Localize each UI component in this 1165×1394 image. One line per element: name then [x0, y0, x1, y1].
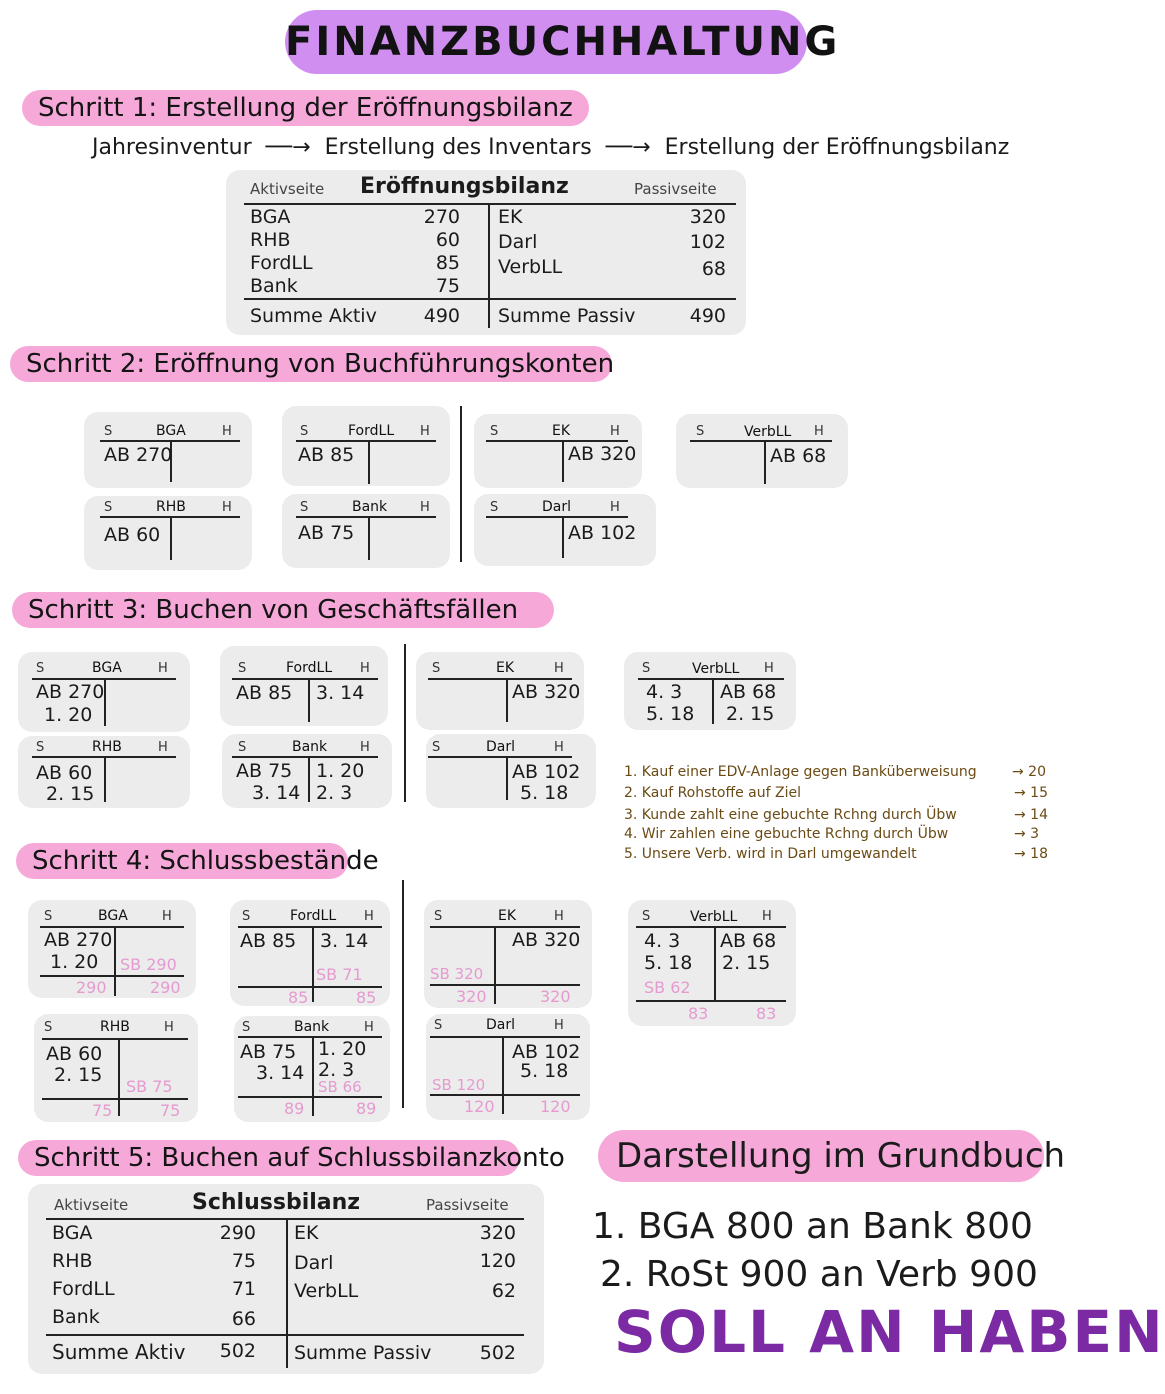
- account-name: RHB: [156, 499, 186, 515]
- eb-right-value: 102: [689, 231, 726, 253]
- soll-label: S: [104, 424, 113, 439]
- balance-top-line: [244, 203, 736, 205]
- eb-left-label: RHB: [250, 229, 291, 251]
- case-2: 2. Kauf Rohstoffe auf Ziel: [624, 785, 801, 801]
- entry-left: AB 60: [36, 762, 93, 784]
- step4-heading: Schritt 4: Schlussbestände: [16, 843, 348, 879]
- balance-sum-line: [46, 1334, 524, 1336]
- haben-label: H: [222, 500, 232, 515]
- t-vline: [502, 1036, 504, 1114]
- balance-divider: [488, 203, 490, 328]
- account-name: Bank: [292, 739, 328, 755]
- account-name: VerbLL: [690, 909, 738, 925]
- entry-right: AB 320: [568, 443, 637, 465]
- eb-summe-passiv: 490: [689, 305, 726, 327]
- soll-label: S: [434, 909, 443, 924]
- haben-label: H: [554, 661, 564, 676]
- sum-left: 320: [456, 987, 487, 1006]
- case-3-amount: → 14: [1014, 807, 1048, 823]
- soll-label: S: [242, 909, 251, 924]
- haben-label: H: [158, 740, 168, 755]
- entry-left: 3. 14: [256, 1062, 305, 1084]
- haben-label: H: [814, 424, 824, 439]
- sb-left-label: FordLL: [52, 1278, 115, 1300]
- sum-right: 89: [356, 1099, 377, 1118]
- entry-right: AB 102: [512, 1041, 581, 1063]
- entry-right: 5. 18: [520, 1060, 569, 1082]
- t-vline: [712, 678, 714, 724]
- sb-right-label: EK: [294, 1222, 319, 1244]
- sb-right-label: Darl: [294, 1252, 334, 1274]
- t-vline: [714, 926, 716, 1000]
- t-hline: [428, 678, 572, 680]
- t-sum-line: [42, 1098, 188, 1100]
- grundbuch-heading: Darstellung im Grundbuch: [598, 1130, 1044, 1182]
- arrow-right-icon: ──→: [258, 135, 318, 160]
- entry-left: AB 85: [298, 444, 355, 466]
- soll-label: S: [44, 1020, 53, 1035]
- sb-left-label: Bank: [52, 1306, 100, 1328]
- t-hline: [296, 516, 436, 518]
- t-vline: [308, 756, 310, 802]
- arrow-right-icon: ──→: [598, 135, 658, 160]
- haben-label: H: [610, 424, 620, 439]
- haben-label: H: [162, 909, 172, 924]
- passivseite-label: Passivseite: [426, 1196, 509, 1214]
- eb-right-label: EK: [498, 206, 523, 228]
- sb-entry: SB 66: [318, 1078, 362, 1096]
- soll-label: S: [238, 740, 247, 755]
- entry-left: 5. 18: [646, 703, 695, 725]
- step5-heading: Schritt 5: Buchen auf Schlussbilanzkonto: [18, 1140, 520, 1176]
- eb-right-label: VerbLL: [498, 256, 563, 278]
- aktivseite-label: Aktivseite: [250, 180, 325, 198]
- case-1: 1. Kauf einer EDV-Anlage gegen Banküberweisung: [624, 764, 977, 780]
- grundbuch-entry-2: 2. RoSt 900 an Verb 900: [600, 1254, 1038, 1295]
- sb-entry: SB 75: [126, 1077, 173, 1096]
- sum-right: 290: [150, 978, 181, 997]
- entry-right: AB 102: [512, 761, 581, 783]
- entry-right: 1. 20: [318, 1038, 367, 1060]
- t-hline: [40, 926, 184, 928]
- entry-right: 2. 3: [316, 782, 353, 804]
- case-3: 3. Kunde zahlt eine gebuchte Rchng durch Übw: [624, 807, 957, 823]
- sum-right: 85: [356, 988, 377, 1007]
- haben-label: H: [364, 1020, 374, 1035]
- soll-label: S: [490, 424, 499, 439]
- sum-right: 320: [540, 987, 571, 1006]
- account-name: EK: [498, 908, 517, 924]
- entry-left: AB 60: [46, 1043, 103, 1065]
- aktivseite-label: Aktivseite: [54, 1196, 129, 1214]
- case-4: 4. Wir zahlen eine gebuchte Rchng durch Übw: [624, 826, 949, 842]
- t-sum-line: [430, 1094, 580, 1096]
- haben-label: H: [762, 909, 772, 924]
- account-name: RHB: [100, 1019, 130, 1035]
- t-sum-line: [636, 1000, 786, 1002]
- balance-top-line: [46, 1218, 524, 1220]
- eb-left-value: 75: [435, 275, 460, 297]
- sum-right: 75: [160, 1101, 181, 1120]
- eb-right-value: 320: [689, 206, 726, 228]
- sb-entry: SB 62: [644, 978, 691, 997]
- sum-left: 120: [464, 1097, 495, 1116]
- soll-label: S: [300, 424, 309, 439]
- account-name: VerbLL: [744, 424, 792, 440]
- step1-flow: [92, 135, 1009, 160]
- sum-left: 85: [288, 988, 309, 1007]
- sb-summe-passiv: 502: [479, 1342, 516, 1364]
- t-vline: [368, 516, 370, 560]
- t-hline: [430, 926, 580, 928]
- entry-right: 2. 15: [726, 703, 775, 725]
- entry-right: AB 320: [512, 681, 581, 703]
- t-vline: [118, 1038, 120, 1116]
- haben-label: H: [364, 909, 374, 924]
- t-vline: [312, 926, 314, 1002]
- sb-left-value: 66: [231, 1308, 256, 1330]
- sb-left-label: RHB: [52, 1250, 93, 1272]
- haben-label: H: [360, 661, 370, 676]
- entry-left: AB 270: [104, 444, 173, 466]
- sb-right-value: 320: [479, 1222, 516, 1244]
- sum-left: 83: [688, 1004, 709, 1023]
- account-name: Bank: [352, 499, 388, 515]
- t-vline: [308, 678, 310, 722]
- sb-entry: SB 71: [316, 965, 363, 984]
- soll-label: S: [36, 661, 45, 676]
- entry-left: 2. 15: [46, 783, 95, 805]
- sb-right-value: 62: [491, 1280, 516, 1302]
- entry-right: 2. 3: [318, 1059, 355, 1081]
- sb-entry: SB 120: [432, 1076, 486, 1094]
- eb-left-value: 60: [435, 229, 460, 251]
- soll-label: S: [642, 909, 651, 924]
- eb-left-value: 85: [435, 252, 460, 274]
- case-5: 5. Unsere Verb. wird in Darl umgewandelt: [624, 846, 917, 862]
- flow-eroeffnungsbilanz: Erstellung der Eröffnungsbilanz: [664, 135, 1010, 160]
- t-hline: [296, 440, 436, 442]
- entry-left: 4. 3: [646, 681, 683, 703]
- sb-summe-passiv-label: Summe Passiv: [294, 1342, 432, 1364]
- soll-label: S: [696, 424, 705, 439]
- t-hline: [486, 440, 628, 442]
- account-name: EK: [552, 423, 571, 439]
- case-4-amount: → 3: [1014, 826, 1040, 842]
- sb-entry: SB 290: [120, 955, 177, 974]
- sb-left-value: 71: [231, 1278, 256, 1300]
- soll-label: S: [432, 661, 441, 676]
- sb-right-value: 120: [479, 1250, 516, 1272]
- soll-label: S: [238, 661, 247, 676]
- eb-left-label: BGA: [250, 206, 291, 228]
- account-name: FordLL: [290, 908, 337, 924]
- case-5-amount: → 18: [1014, 846, 1048, 862]
- haben-label: H: [164, 1020, 174, 1035]
- entry-left: 1. 20: [44, 704, 93, 726]
- entry-left: 1. 20: [50, 951, 99, 973]
- account-name: Darl: [542, 499, 572, 515]
- t-hline: [430, 1036, 580, 1038]
- eb-left-label: Bank: [250, 275, 298, 297]
- t-vline: [114, 926, 116, 996]
- account-name: BGA: [156, 423, 186, 439]
- entry-left: AB 270: [44, 929, 113, 951]
- account-name: Darl: [486, 1017, 516, 1033]
- soll-label: S: [434, 1018, 443, 1033]
- account-name: FordLL: [286, 660, 333, 676]
- haben-label: H: [420, 500, 430, 515]
- sb-left-value: 290: [219, 1222, 256, 1244]
- t-vline: [764, 440, 766, 484]
- entry-right: 3. 14: [316, 682, 365, 704]
- sum-left: 89: [284, 1099, 305, 1118]
- entry-left: AB 75: [240, 1041, 297, 1063]
- account-name: BGA: [98, 908, 128, 924]
- sb-left-value: 75: [231, 1250, 256, 1272]
- sb-left-label: BGA: [52, 1222, 93, 1244]
- eb-summe-passiv-label: Summe Passiv: [498, 305, 636, 327]
- entry-left: AB 85: [236, 682, 293, 704]
- t-sum-line: [238, 1096, 382, 1098]
- soll-label: S: [44, 909, 53, 924]
- account-name: Bank: [294, 1019, 330, 1035]
- t-vline: [562, 440, 564, 482]
- balance-divider: [286, 1218, 288, 1368]
- flow-inventur: Jahresinventur: [92, 135, 252, 160]
- entry-left: AB 85: [240, 930, 297, 952]
- soll-label: S: [432, 740, 441, 755]
- sb-entry: SB 320: [430, 965, 484, 983]
- sum-left: 290: [76, 978, 107, 997]
- entry-right: AB 68: [720, 930, 777, 952]
- t-vline: [104, 756, 106, 802]
- sum-right: 120: [540, 1097, 571, 1116]
- entry-left: 3. 14: [252, 782, 301, 804]
- t-vline: [368, 440, 370, 484]
- eroeffnungsbilanz-title: Eröffnungsbilanz: [360, 174, 569, 199]
- sb-summe-aktiv: 502: [219, 1340, 256, 1362]
- haben-label: H: [554, 909, 564, 924]
- sum-right: 83: [756, 1004, 777, 1023]
- t-vline: [170, 516, 172, 560]
- t-sum-line: [430, 984, 580, 986]
- haben-label: H: [158, 661, 168, 676]
- entry-left: 2. 15: [54, 1064, 103, 1086]
- eb-right-value: 68: [701, 258, 726, 280]
- t-hline: [638, 678, 784, 680]
- entry-left: 5. 18: [644, 952, 693, 974]
- account-name: FordLL: [348, 423, 395, 439]
- soll-label: S: [300, 500, 309, 515]
- passivseite-label: Passivseite: [634, 180, 717, 198]
- entry-right: 1. 20: [316, 760, 365, 782]
- eb-summe-aktiv: 490: [423, 305, 460, 327]
- sum-left: 75: [92, 1101, 113, 1120]
- soll-label: S: [104, 500, 113, 515]
- entry-left: AB 60: [104, 524, 161, 546]
- account-name: EK: [496, 660, 515, 676]
- soll-an-haben: SOLL AN HABEN: [614, 1298, 1165, 1366]
- entry-right: AB 102: [568, 522, 637, 544]
- haben-label: H: [420, 424, 430, 439]
- haben-label: H: [764, 661, 774, 676]
- t-vline: [506, 678, 508, 722]
- step3-heading: Schritt 3: Buchen von Geschäftsfällen: [12, 592, 554, 628]
- entry-left: AB 75: [298, 522, 355, 544]
- aktiv-passiv-divider: [404, 644, 406, 802]
- haben-label: H: [554, 1018, 564, 1033]
- haben-label: H: [554, 740, 564, 755]
- t-vline: [562, 516, 564, 558]
- eb-right-label: Darl: [498, 231, 538, 253]
- soll-label: S: [242, 1020, 251, 1035]
- grundbuch-entry-1: 1. BGA 800 an Bank 800: [592, 1206, 1033, 1247]
- entry-right: AB 68: [720, 681, 777, 703]
- entry-left: AB 270: [36, 681, 105, 703]
- sb-summe-aktiv-label: Summe Aktiv: [52, 1340, 186, 1364]
- aktiv-passiv-divider: [402, 880, 404, 1108]
- t-sum-line: [40, 975, 184, 977]
- aktiv-passiv-divider: [460, 406, 462, 562]
- haben-label: H: [222, 424, 232, 439]
- entry-left: AB 75: [236, 760, 293, 782]
- case-1-amount: → 20: [1012, 764, 1046, 780]
- account-name: BGA: [92, 660, 122, 676]
- t-hline: [238, 926, 382, 928]
- entry-right: AB 320: [512, 929, 581, 951]
- account-name: RHB: [92, 739, 122, 755]
- case-2-amount: → 15: [1014, 785, 1048, 801]
- entry-right: 5. 18: [520, 782, 569, 804]
- t-hline: [486, 516, 628, 518]
- soll-label: S: [642, 661, 651, 676]
- account-name: VerbLL: [692, 661, 740, 677]
- t-vline: [312, 1036, 314, 1116]
- entry-left: 4. 3: [644, 930, 681, 952]
- t-hline: [636, 926, 786, 928]
- eb-summe-aktiv-label: Summe Aktiv: [250, 305, 377, 327]
- account-name: Darl: [486, 739, 516, 755]
- entry-right: AB 68: [770, 445, 827, 467]
- eb-left-label: FordLL: [250, 252, 313, 274]
- step1-heading: Schritt 1: Erstellung der Eröffnungsbilanz: [22, 90, 589, 126]
- soll-label: S: [36, 740, 45, 755]
- t-hline: [42, 1038, 188, 1040]
- t-hline: [232, 678, 378, 680]
- eb-left-value: 270: [423, 206, 460, 228]
- sb-right-label: VerbLL: [294, 1280, 359, 1302]
- t-hline: [690, 440, 832, 442]
- flow-inventar: Erstellung des Inventars: [324, 135, 592, 160]
- t-vline: [506, 756, 508, 800]
- step2-heading: Schritt 2: Eröffnung von Buchführungskonten: [10, 346, 612, 382]
- schlussbilanz-title: Schlussbilanz: [192, 1190, 361, 1215]
- t-hline: [232, 756, 378, 758]
- haben-label: H: [610, 500, 620, 515]
- haben-label: H: [360, 740, 370, 755]
- t-hline: [428, 756, 572, 758]
- page-title: FINANZBUCHHALTUNG: [285, 10, 807, 74]
- balance-sum-line: [244, 298, 736, 300]
- soll-label: S: [490, 500, 499, 515]
- entry-right: 3. 14: [320, 930, 369, 952]
- entry-right: 2. 15: [722, 952, 771, 974]
- t-vline: [494, 926, 496, 1004]
